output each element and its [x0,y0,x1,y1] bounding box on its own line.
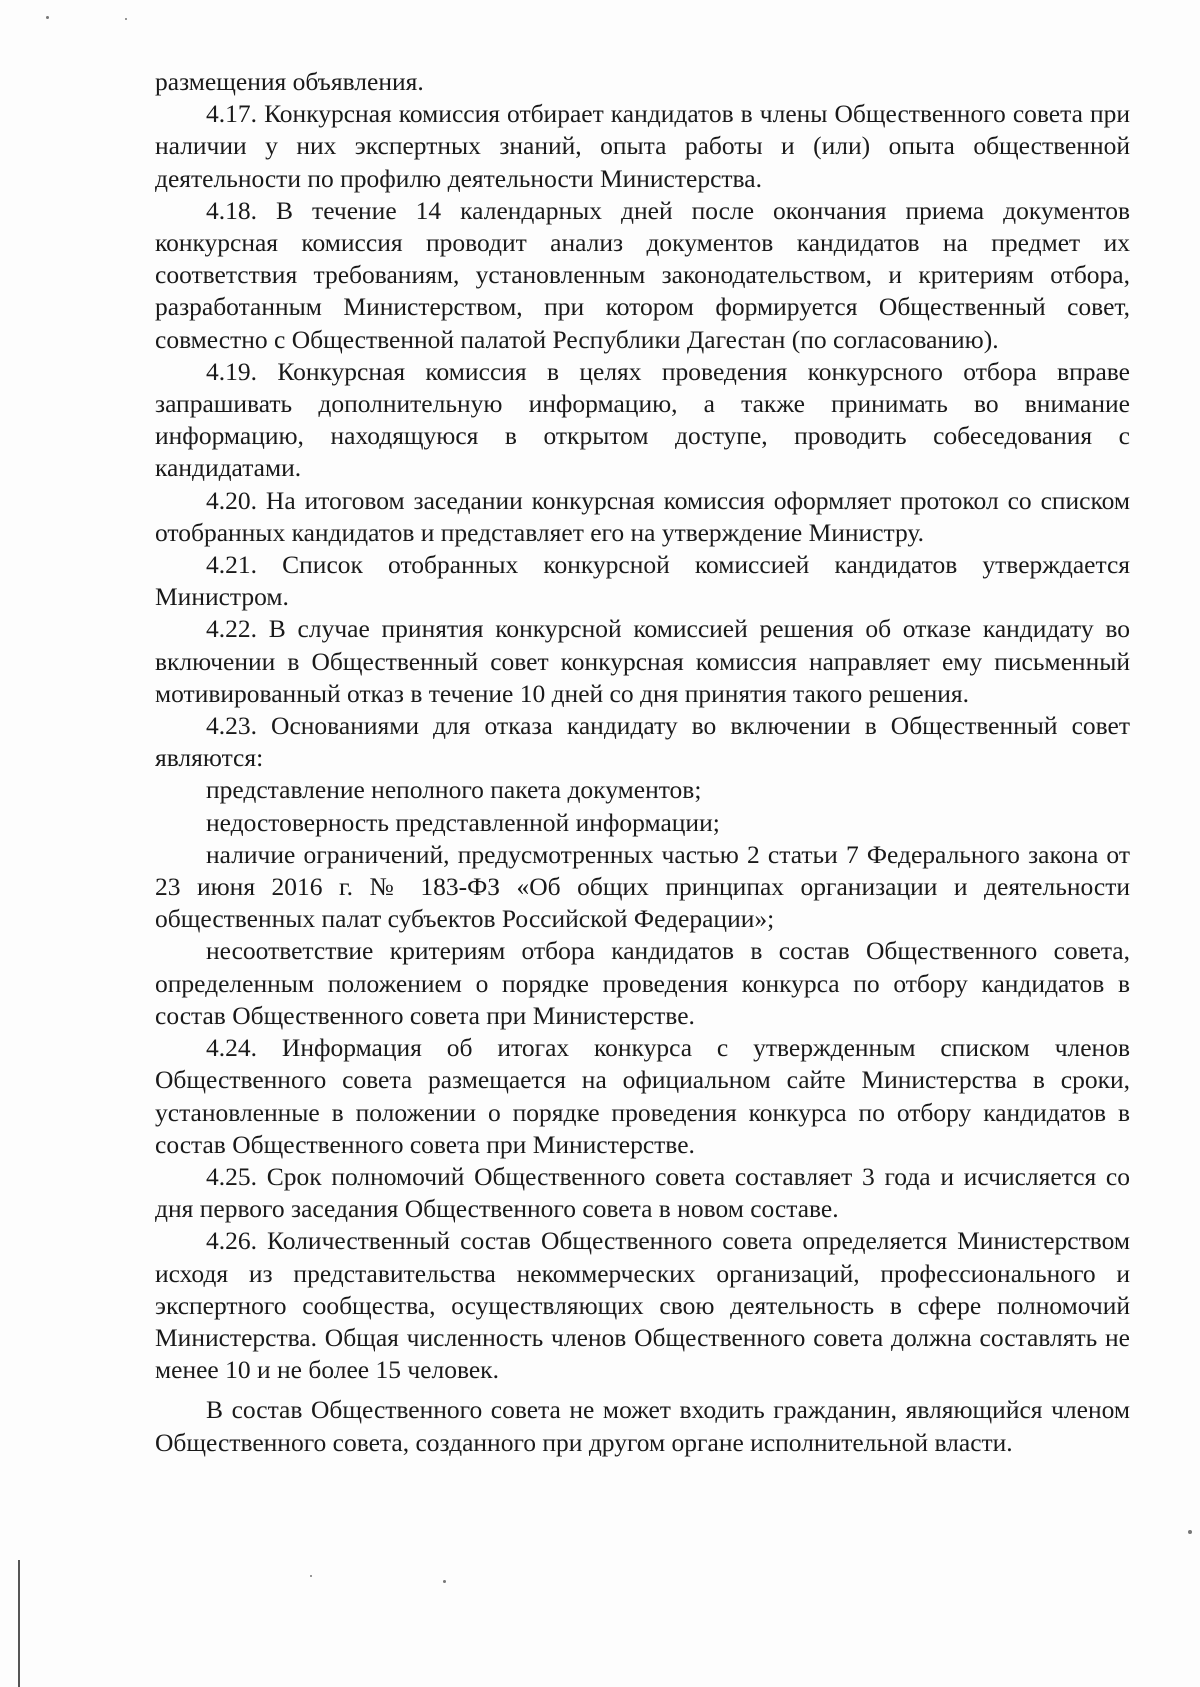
paragraph-final: В состав Общественного совета не может входить гражданин, являющийся членом Общественного совета, созданного при другом органе исполнительной власти. [155,1395,1130,1457]
scan-speck [46,16,49,19]
paragraph-4-21: 4.21. Список отобранных конкурсной комиссией кандидатов утверждается Министром. [155,550,1130,612]
scan-speck [1188,1530,1192,1534]
paragraph-4-25: 4.25. Срок полномочий Общественного совета составляет 3 года и исчисляется со дня первого заседания Общественного совета в новом составе. [155,1161,1130,1224]
list-item-unreliable-information: недостоверность представленной информации; [206,807,720,837]
scan-speck [125,18,127,20]
scan-edge-line [18,1560,20,1687]
list-item-restrictions: наличие ограничений, предусмотренных частью 2 статьи 7 Федерального закона от 23 июня 2016 г. № 183-ФЗ «Об общих принципах организации и деятельности общественных палат субъектов Российской Федерации»; [155,839,1130,934]
document-body [155,66,1130,1459]
paragraph-4-20: 4.20. На итоговом заседании конкурсная комиссия оформляет протокол со списком отобранных кандидатов и представляет его на утверждение Министру. [155,485,1130,547]
paragraph-4-26: 4.26. Количественный состав Общественного совета определяется Министерством исходя из представительства некоммерческих организаций, профессионального и экспертного сообщества, осуществляющих свою деятельность в сфере полномочий Министерства. Общая численность членов Общественного совета должна составлять не менее 10 и не более 15 человек. [155,1226,1130,1385]
scan-speck [443,1580,446,1583]
list-item-criteria-mismatch: несоответствие критериям отбора кандидатов в состав Общественного совета, определенным положением о порядке проведения конкурса по отбору кандидатов в состав Общественного совета при Министерстве. [155,936,1130,1030]
paragraph-4-24: 4.24. Информация об итогах конкурса с утвержденным списком членов Общественного совета размещается на официальном сайте Министерства в сроки, установленные в положении о порядке проведения конкурса по отбору кандидатов в состав Общественного совета при Министерстве. [155,1033,1130,1159]
paragraph-4-22: 4.22. В случае принятия конкурсной комиссией решения об отказе кандидату во включении в Общественный совет конкурсная комиссия направляет ему письменный мотивированный отказ в течение 10 дней со дня принятия такого решения. [155,614,1130,708]
paragraph-4-18: 4.18. В течение 14 календарных дней после окончания приема документов конкурсная комиссия проводит анализ документов кандидатов на предмет их соответствия требованиям, установленным законодательством, и критериям отбора, разработанным Министерством, при котором формируется Общественный совет, совместно с Общественной палатой Республики Дагестан (по согласованию). [155,195,1130,354]
paragraph-4-17: 4.17. Конкурсная комиссия отбирает кандидатов в члены Общественного совета при наличии у них экспертных знаний, опыта работы и (или) опыта общественной деятельности по профилю деятельности Министерства. [155,99,1130,193]
list-item-incomplete-documents: представление неполного пакета документов; [206,775,702,805]
scan-speck [310,1575,312,1577]
paragraph-4-23: 4.23. Основаниями для отказа кандидату во включении в Общественный совет являются: [155,711,1130,773]
paragraph-4-19: 4.19. Конкурсная комиссия в целях проведения конкурсного отбора вправе запрашивать дополнительную информацию, а также принимать во внимание информацию, находящуюся в открытом доступе, проводить собеседования с кандидатами. [155,356,1130,483]
paragraph-continuation: размещения объявления. [155,67,424,96]
